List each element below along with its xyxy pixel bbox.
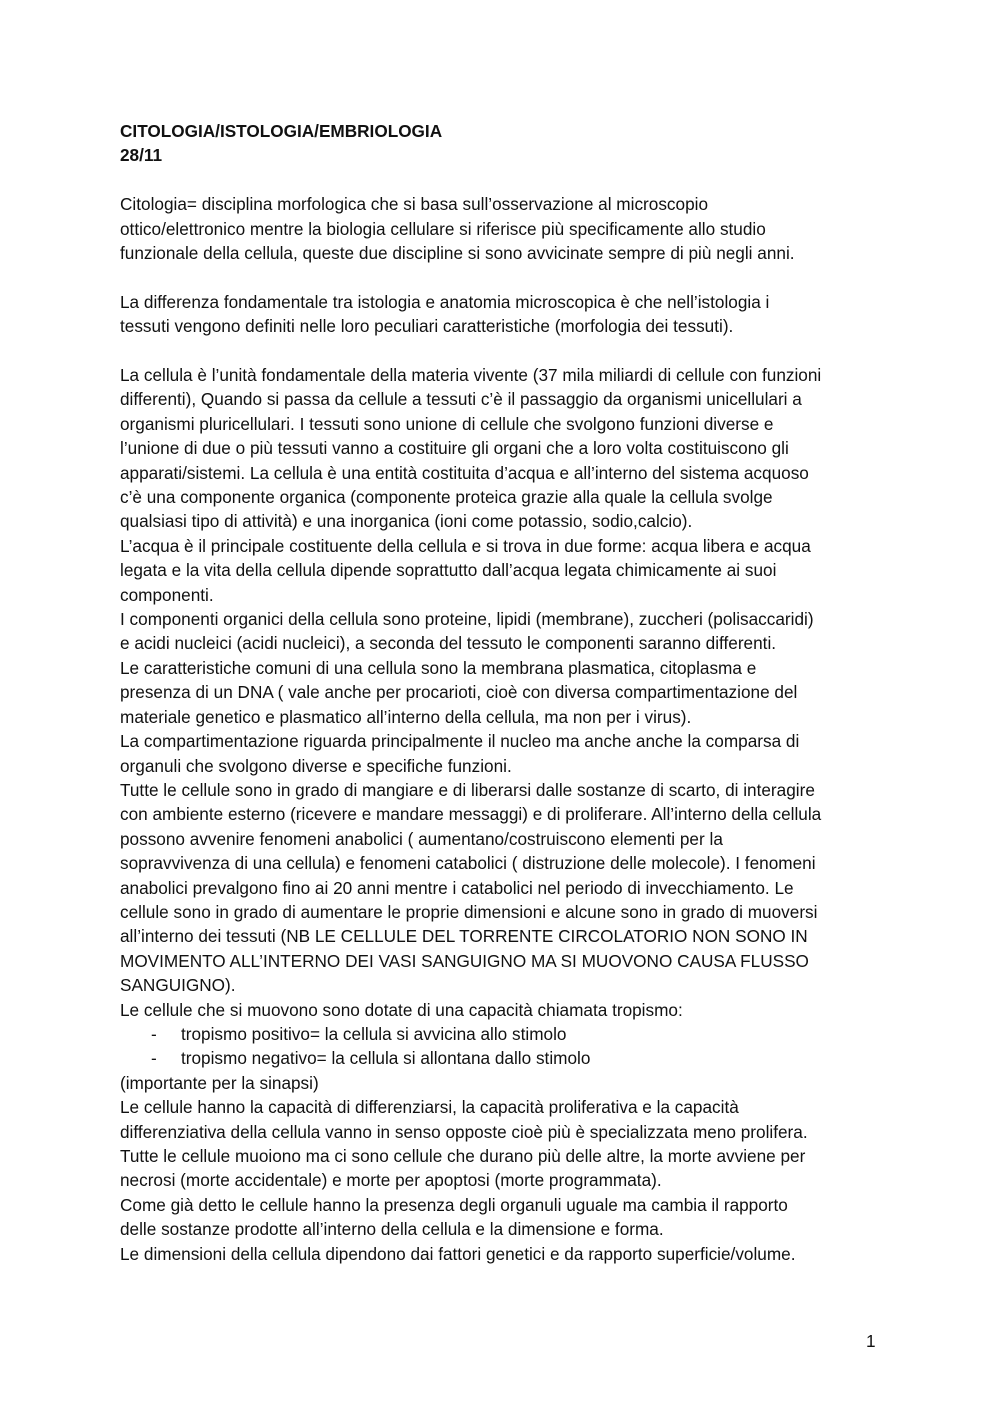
text-line: legata e la vita della cellula dipende soprattutto dall’acqua legata chimicamente ai suoi	[120, 560, 777, 581]
text-line: Come già detto le cellule hanno la presenza degli organuli uguale ma cambia il rapporto	[120, 1194, 788, 1215]
text-line: MOVIMENTO ALL’INTERNO DEI VASI SANGUIGNO MA SI MUOVONO CAUSA FLUSSO	[120, 950, 809, 971]
text-line: materiale genetico e plasmatico all’interno della cellula, ma non per i virus).	[120, 706, 692, 727]
text-line: La compartimentazione riguarda principalmente il nucleo ma anche anche la comparsa di	[120, 731, 800, 752]
paragraph-istologia	[120, 290, 920, 339]
bullet-marker: -	[151, 1048, 157, 1069]
list-item-text: tropismo positivo= la cellula si avvicina allo stimolo	[181, 1023, 567, 1044]
text-line: cellule sono in grado di aumentare le proprie dimensioni e alcune sono in grado di muoversi	[120, 901, 818, 922]
text-line: L’acqua è il principale costituente della cellula e si trova in due forme: acqua libera e acqua	[120, 535, 811, 556]
text-line: Le cellule hanno la capacità di differenziarsi, la capacità proliferativa e la capacità	[120, 1097, 739, 1118]
text-line: I componenti organici della cellula sono proteine, lipidi (membrane), zuccheri (polisaccaridi)	[120, 609, 814, 630]
text-line: SANGUIGNO).	[120, 975, 236, 996]
text-line: l’unione di due o più tessuti vanno a costituire gli organi che a loro volta costituiscono gli	[120, 438, 789, 459]
page-number: 1	[866, 1331, 876, 1351]
paragraph-citologia	[120, 192, 920, 265]
text-line: qualsiasi tipo di attività) e una inorganica (ioni come potassio, sodio,calcio).	[120, 511, 693, 532]
list-item	[120, 1046, 920, 1070]
list-item	[120, 1022, 920, 1046]
text-line: c’è una componente organica (componente proteica grazie alla quale la cellula svolge	[120, 487, 773, 508]
bullet-marker: -	[151, 1023, 157, 1044]
text-line: Le dimensioni della cellula dipendono dai fattori genetici e da rapporto superficie/volume.	[120, 1243, 796, 1264]
text-line: presenza di un DNA ( vale anche per procarioti, cioè con diversa compartimentazione del	[120, 682, 798, 703]
spacer	[120, 339, 920, 363]
text-line: ottico/elettronico mentre la biologia cellulare si riferisce più specificamente allo studio	[120, 218, 766, 239]
list-item-text: tropismo negativo= la cellula si allontana dallo stimolo	[181, 1048, 591, 1069]
text-line: Tutte le cellule sono in grado di mangiare e di liberarsi dalle sostanze di scarto, di interagire	[120, 779, 815, 800]
text-line: differenti), Quando si passa da cellule a tessuti c’è il passaggio da organismi unicellulari a	[120, 389, 802, 410]
text-line: organismi pluricellulari. I tessuti sono unione di cellule che svolgono funzioni diverse e	[120, 413, 774, 434]
text-line: anabolici prevalgono fino ai 20 anni mentre i catabolici nel periodo di invecchiamento. Le	[120, 877, 794, 898]
spacer	[120, 168, 920, 192]
text-line: tessuti vengono definiti nelle loro peculiari caratteristiche (morfologia dei tessuti).	[120, 316, 734, 337]
text-line: La differenza fondamentale tra istologia e anatomia microscopica è che nell’istologia i	[120, 291, 770, 312]
text-line: Citologia= disciplina morfologica che si basa sull’osservazione al microscopio	[120, 194, 709, 215]
text-line: con ambiente esterno (ricevere e mandare messaggi) e di proliferare. All’interno della cellula	[120, 804, 822, 825]
document-date: 28/11	[120, 145, 163, 166]
text-line: Le cellule che si muovono sono dotate di una capacità chiamata tropismo:	[120, 999, 683, 1020]
document-page	[120, 119, 920, 1266]
text-line: differenziativa della cellula vanno in senso opposte cioè più è specializzata meno prolifera.	[120, 1121, 808, 1142]
spacer	[120, 265, 920, 289]
text-line: Tutte le cellule muoiono ma ci sono cellule che durano più delle altre, la morte avviene per	[120, 1146, 806, 1167]
text-line: organuli che svolgono diverse e specifiche funzioni.	[120, 755, 512, 776]
text-line: delle sostanze prodotte all’interno della cellula e la dimensione e forma.	[120, 1219, 664, 1240]
text-line: funzionale della cellula, queste due discipline si sono avvicinate sempre di più negli anni.	[120, 243, 795, 264]
text-line: e acidi nucleici (acidi nucleici), a seconda del tessuto le componenti saranno differenti.	[120, 633, 777, 654]
text-line: sopravvivenza di una cellula) e fenomeni catabolici ( distruzione delle molecole). I fenomeni	[120, 853, 816, 874]
text-line: componenti.	[120, 584, 214, 605]
text-line: necrosi (morte accidentale) e morte per apoptosi (morte programmata).	[120, 1170, 662, 1191]
paragraph-cellula	[120, 363, 920, 1022]
text-line: Le caratteristiche comuni di una cellula sono la membrana plasmatica, citoplasma e	[120, 657, 757, 678]
text-line: possono avvenire fenomeni anabolici ( aumentano/costruiscono elementi per la	[120, 828, 723, 849]
paragraph-differenziazione	[120, 1071, 920, 1266]
tropism-list	[120, 1022, 920, 1071]
document-title: CITOLOGIA/ISTOLOGIA/EMBRIOLOGIA	[120, 121, 443, 141]
text-line: La cellula è l’unità fondamentale della materia vivente (37 mila miliardi di cellule con funzioni	[120, 365, 822, 386]
text-line: (importante per la sinapsi)	[120, 1072, 319, 1093]
text-line: apparati/sistemi. La cellula è una entità costituita d’acqua e all’interno del sistema acquoso	[120, 462, 809, 483]
text-line: all’interno dei tessuti (NB LE CELLULE DEL TORRENTE CIRCOLATORIO NON SONO IN	[120, 926, 808, 947]
